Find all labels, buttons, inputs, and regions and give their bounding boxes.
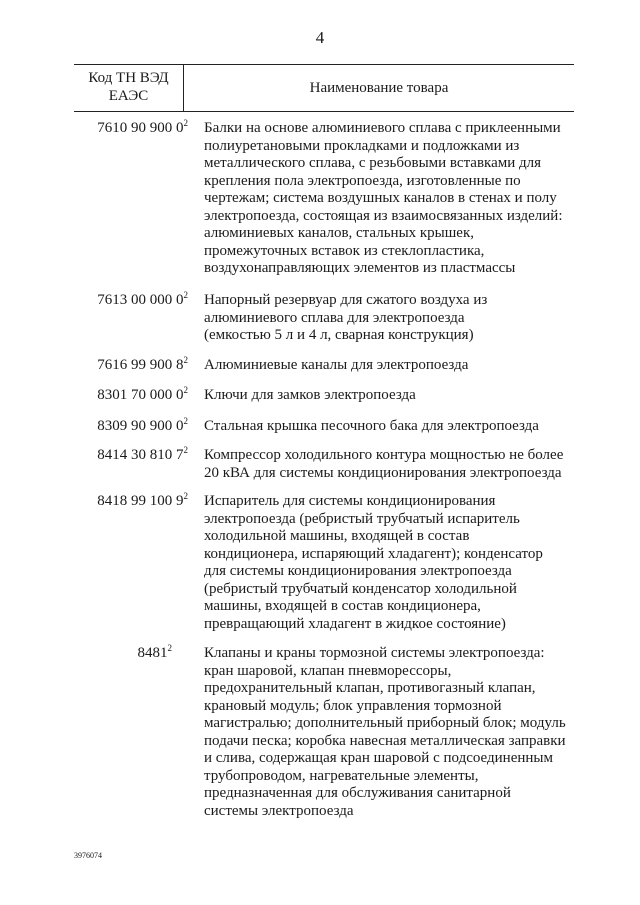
tn-ved-code: [74, 120, 198, 278]
description-line: Алюминиевые каналы для электропоезда: [204, 357, 469, 373]
product-description: [198, 493, 564, 633]
code-text: 8481: [137, 645, 168, 661]
code-superscript: 2: [183, 355, 188, 365]
description-line: 20 кВА для системы кондиционирования электропоезда: [204, 464, 562, 481]
description-line: для системы кондиционирования электропоезда: [204, 563, 512, 579]
product-description: [198, 447, 564, 482]
code-superscript: 2: [183, 491, 188, 501]
code-text: 7613 00 000 0: [97, 292, 184, 308]
description-line: холодильной машины, входящей в состав: [204, 528, 470, 544]
tn-ved-code: [74, 387, 198, 405]
description-line: Напорный резервуар для сжатого воздуха из: [204, 292, 488, 308]
table-row: [74, 645, 604, 820]
description-line: кондиционера, испаряющий хладагент); конденсатор: [204, 545, 543, 562]
product-description: [198, 292, 564, 345]
code-text: 8301 70 000 0: [97, 387, 184, 403]
code-superscript: 2: [183, 445, 188, 455]
table-row: [74, 292, 604, 345]
header-code-line1: Код ТН ВЭД: [88, 70, 169, 86]
product-description: [198, 418, 564, 436]
description-line: Испаритель для системы кондиционирования: [204, 493, 496, 509]
document-id: 3976074: [74, 851, 102, 860]
tn-ved-code: [74, 447, 198, 482]
description-line: предназначенная для обслуживания санитарной: [204, 785, 511, 801]
description-line: системы электропоезда: [204, 802, 354, 819]
description-line: воздухонаправляющих элементов из пластмассы: [204, 260, 516, 276]
code-text: 8309 90 900 0: [97, 418, 184, 434]
description-line: трубопроводом, нагревательные элементы,: [204, 767, 479, 784]
description-line: Ключи для замков электропоезда: [204, 387, 416, 403]
code-superscript: 2: [183, 290, 188, 300]
description-line: подачи песка; коробка навесная металлическая заправки: [204, 732, 566, 749]
description-line: электропоезда, состоящая из взаимосвязанных изделий:: [204, 207, 563, 224]
code-superscript: 2: [183, 416, 188, 426]
description-line: магистралью; дополнительный приборный блок; модуль: [204, 715, 566, 731]
code-text: 8414 30 810 7: [97, 447, 184, 463]
description-line: крепления пола электропоезда, изготовленные по: [204, 172, 521, 189]
description-line: превращающий хладагент в жидкое состояние): [204, 615, 506, 632]
description-line: Компрессор холодильного контура мощностью не более: [204, 447, 564, 463]
header-name-cell: Наименование товара: [309, 79, 449, 96]
header-code-line2: ЕАЭС: [108, 88, 149, 104]
description-line: электропоезда (ребристый трубчатый испаритель: [204, 510, 520, 527]
product-description: [198, 387, 564, 405]
product-description: [198, 645, 564, 820]
description-line: крановый модуль; блок управления тормозной: [204, 697, 502, 714]
description-line: Стальная крышка песочного бака для электропоезда: [204, 418, 539, 434]
description-line: металлического сплава, с резьбовыми вставками для: [204, 155, 542, 171]
description-line: предохранительный клапан, противогазный клапан,: [204, 680, 536, 696]
product-description: [198, 357, 564, 375]
page-number: 4: [315, 28, 325, 47]
description-line: чертежам; система воздушных каналов в стенах и полу: [204, 190, 557, 206]
tn-ved-code: [74, 357, 198, 375]
description-line: алюминиевого сплава для электропоезда: [204, 309, 465, 326]
header-code-cell: [74, 65, 184, 111]
table-row: [74, 447, 604, 482]
table-row: [74, 493, 604, 633]
code-text: 7610 90 900 0: [97, 120, 184, 136]
description-line: полиуретановыми прокладками и подложками из: [204, 137, 520, 154]
table-row: [74, 357, 604, 375]
description-line: машины, входящей в состав кондиционера,: [204, 598, 481, 614]
code-superscript: 2: [183, 118, 188, 128]
code-superscript: 2: [167, 643, 172, 653]
code-text: 8418 99 100 9: [97, 493, 184, 509]
tn-ved-code: [74, 418, 198, 436]
description-line: и слива, содержащая кран шаровой с подсоединенным: [204, 750, 553, 766]
table-row: [74, 120, 604, 278]
description-line: алюминиевых каналов, стальных крышек,: [204, 225, 475, 241]
code-superscript: 2: [183, 385, 188, 395]
tn-ved-code: [74, 292, 198, 345]
tn-ved-code: [74, 645, 198, 820]
description-line: промежуточных вставок из стеклопластика,: [204, 242, 485, 259]
description-line: Клапаны и краны тормозной системы электропоезда:: [204, 645, 545, 661]
description-line: Балки на основе алюминиевого сплава с приклеенными: [204, 120, 561, 136]
description-line: кран шаровой, клапан пневморессоры,: [204, 662, 452, 679]
table-row: [74, 387, 604, 405]
table-row: [74, 418, 604, 436]
product-description: [198, 120, 564, 278]
code-text: 7616 99 900 8: [97, 357, 184, 373]
description-line: (емкостью 5 л и 4 л, сварная конструкция): [204, 327, 474, 343]
description-line: (ребристый трубчатый конденсатор холодильной: [204, 580, 517, 597]
tn-ved-code: [74, 493, 198, 633]
table-header: [74, 64, 574, 112]
